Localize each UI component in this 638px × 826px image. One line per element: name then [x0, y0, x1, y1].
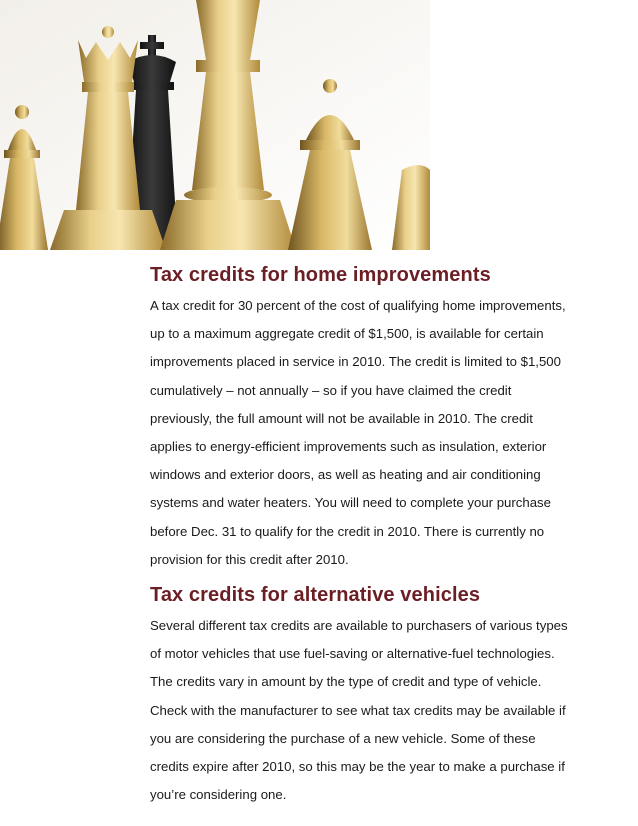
section-heading-alternative-vehicles: Tax credits for alternative vehicles [150, 584, 481, 607]
section-heading-home-improvements: Tax credits for home improvements [150, 264, 491, 286]
article-content [150, 262, 570, 809]
section-body-home-improvements: A tax credit for 30 percent of the cost of qualifying home improvements, up to a maximum aggregate credit of $1,500, is available for certain improvements placed in service in 2010. The credit is limited to $1,500 cumulatively – not annually – so if you have claimed the credit previously, the full amount will not be available in 2010. The credit applies to energy-efficient improvements such as insulation, exterior windows and exterior doors, as well as heating and air conditioning systems and water heaters. You will need to complete your purchase before Dec. 31 to qualify for the credit in 2010. There is currently no provision for this credit after 2010. [150, 298, 566, 567]
section-body-alternative-vehicles: Several different tax credits are available to purchasers of various types of motor vehicles that use fuel-saving or alternative-fuel technologies. The credits vary in amount by the type of credit and type of vehicle. Check with the manufacturer to see what tax credits may be available if you are considering the purchase of a new vehicle. Some of these credits expire after 2010, so this may be the year to make a purchase if you’re considering one. [150, 618, 568, 803]
chess-pieces-photo-icon [0, 0, 430, 250]
hero-image [0, 0, 430, 250]
